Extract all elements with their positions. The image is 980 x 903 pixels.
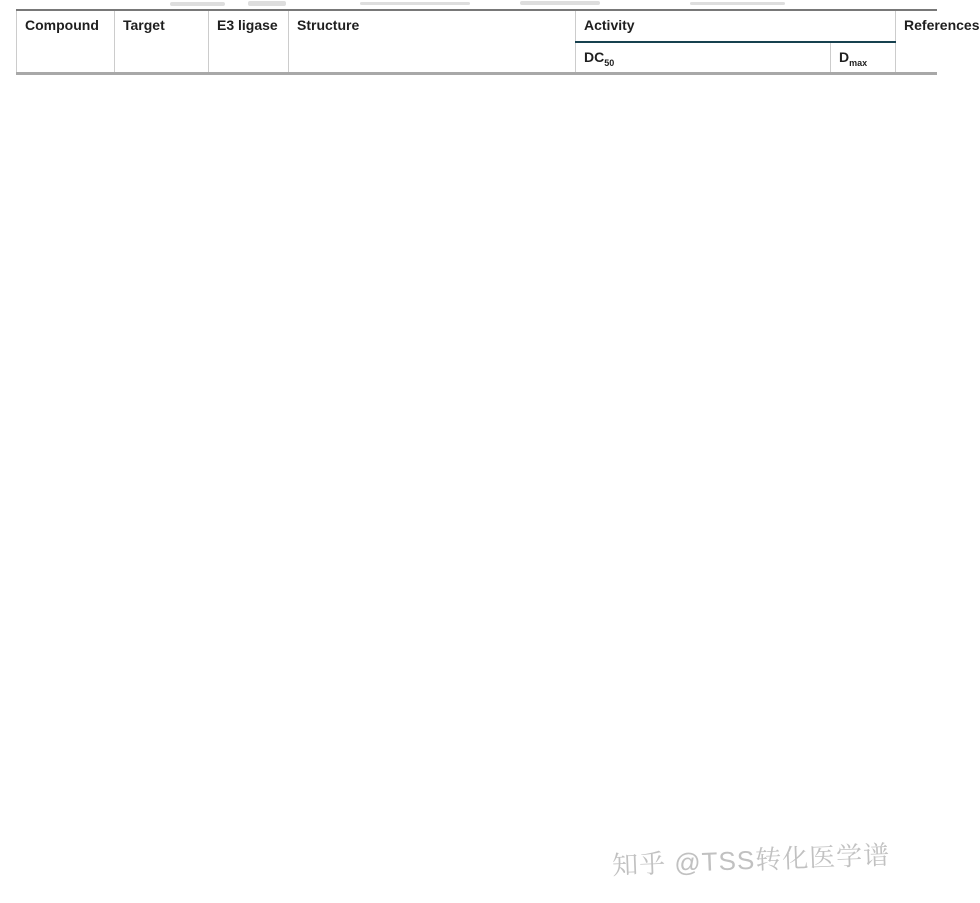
header-e3-ligase: E3 ligase — [209, 10, 289, 74]
header-activity: Activity — [576, 10, 896, 42]
header-dmax: $D_{max}$ — [831, 42, 896, 74]
cropped-content-fragment — [520, 1, 600, 5]
header-target: Target — [115, 10, 209, 74]
cropped-content-fragment — [248, 1, 286, 6]
watermark: 知乎 @TSS转化医学谱 — [611, 839, 891, 881]
cropped-content-fragment — [360, 2, 470, 5]
header-dc50: $DC_{50}$ — [576, 42, 831, 74]
header-structure: Structure — [289, 10, 576, 74]
protac-table — [16, 9, 980, 75]
table-header — [17, 10, 980, 74]
cropped-content-fragment — [690, 2, 785, 5]
header-references: References — [896, 10, 937, 74]
cropped-content-fragment — [170, 2, 225, 6]
header-compound: Compound — [17, 10, 115, 74]
